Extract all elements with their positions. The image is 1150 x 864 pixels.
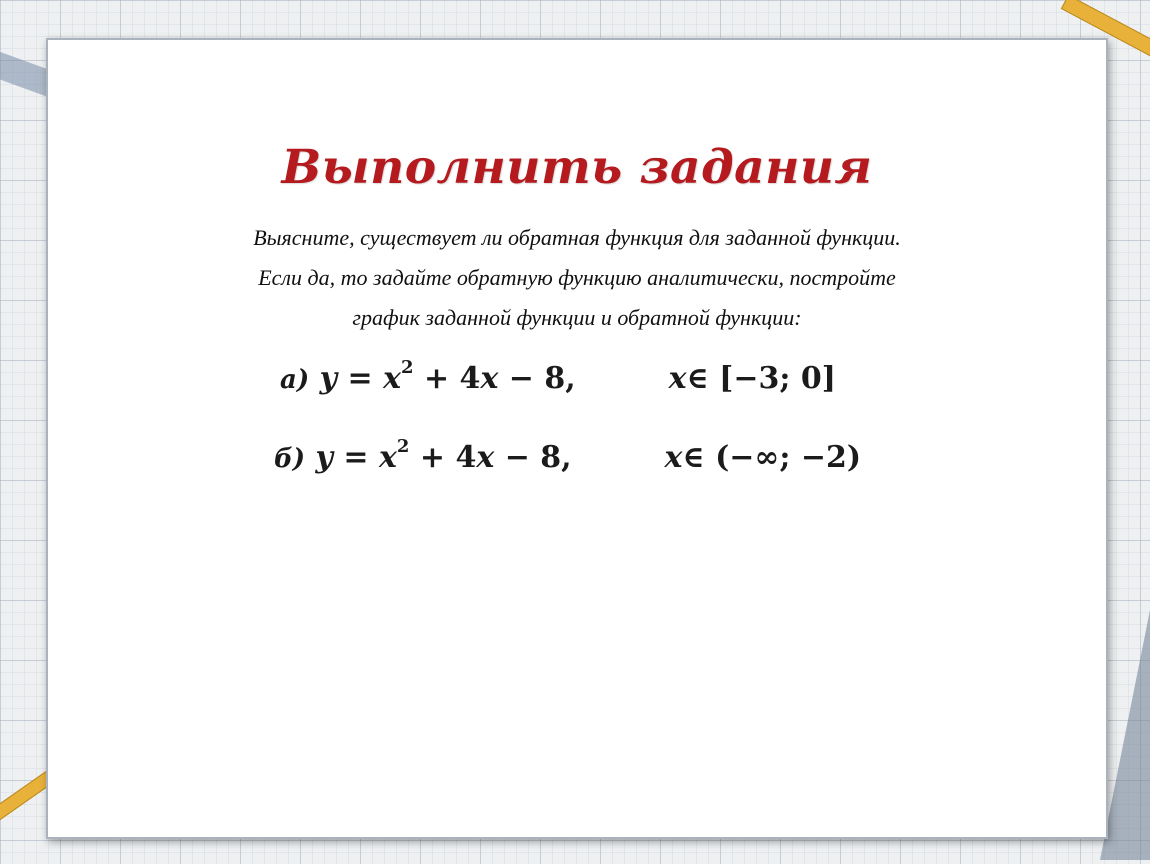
equation-exponent: 2 <box>400 357 414 378</box>
equation-a <box>280 357 836 396</box>
equation-term: + 4 <box>423 361 481 396</box>
slide-panel <box>46 38 1108 839</box>
equation-tail: − 8, <box>504 440 572 475</box>
domain-variable: x <box>668 361 687 396</box>
task-line: график заданной функции и обратной функции: <box>352 305 802 330</box>
equation-term: + 4 <box>419 440 477 475</box>
equation-x2: x <box>480 361 499 396</box>
equation-exponent: 2 <box>396 436 410 457</box>
equation-label: а) <box>280 365 310 395</box>
equation-equals: = <box>347 361 373 396</box>
equation-x2: x <box>476 440 495 475</box>
domain-interval: [−3; 0] <box>719 361 836 396</box>
equation-equals: = <box>343 440 369 475</box>
equation-x: x <box>379 440 397 475</box>
domain-interval: (−∞; −2) <box>715 440 862 475</box>
equation-y: y <box>315 440 333 475</box>
slide-title: Выполнить задания <box>281 140 873 195</box>
task-description <box>128 218 1026 338</box>
equation-x: x <box>383 361 401 396</box>
equation-b <box>274 436 862 475</box>
equation-label: б) <box>274 444 306 474</box>
equation-tail: − 8, <box>508 361 576 396</box>
domain-variable: x <box>664 440 683 475</box>
task-line: Если да, то задайте обратную функцию аналитически, постройте <box>258 265 896 290</box>
equation-y: y <box>319 361 338 396</box>
element-of-symbol: ∈ <box>686 361 709 396</box>
element-of-symbol: ∈ <box>682 440 705 475</box>
task-line: Выясните, существует ли обратная функция для заданной функции. <box>253 225 901 250</box>
